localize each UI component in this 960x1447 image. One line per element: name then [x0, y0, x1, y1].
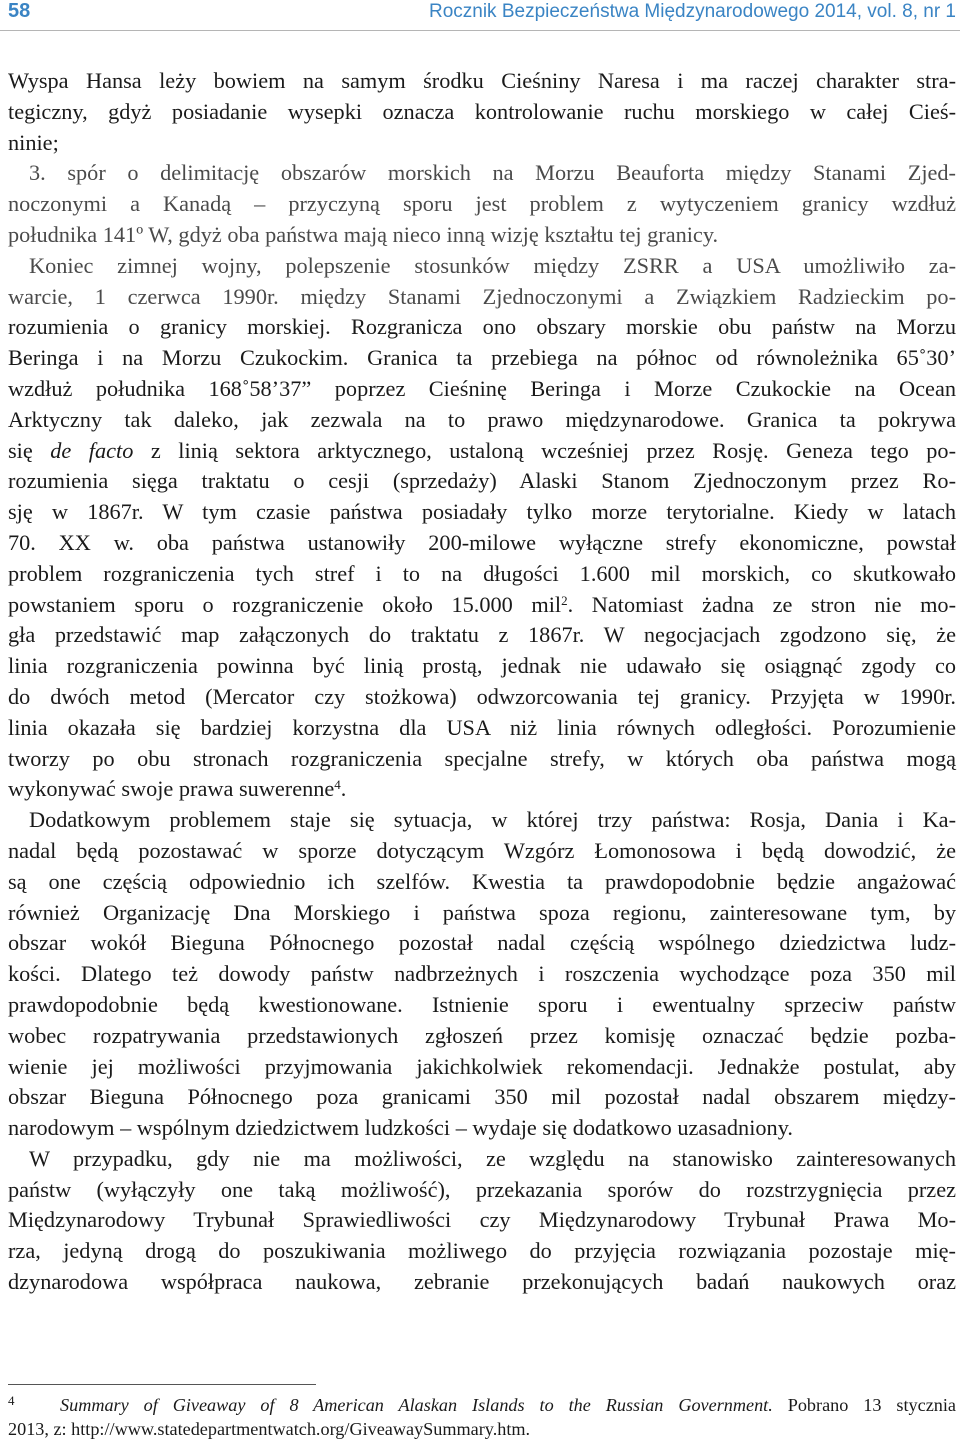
text-line: wienie jej możliwości przyjmowania jakichkolwiek rekomendacji. Jednakże postulat, aby — [8, 1053, 956, 1079]
text-line: W przypadku, gdy nie ma możliwości, ze względu na stanowisko zainteresowanych — [29, 1145, 956, 1171]
text-line: rozumienia sięga traktatu o cesji (sprzedaży) Alaski Stanom Zjednoczonym przez Ro- — [8, 468, 956, 494]
text-line: warcie, 1 czerwca 1990r. między Stanami Zjednoczonymi a Związkiem Radzieckim po- — [8, 283, 956, 309]
text-line: gła przedstawić map załączonych do traktatu z 1867r. W negocjacjach zgodzono się, że — [8, 622, 956, 648]
text-line: rozumienia o granicy morskiej. Rozgranicza ono obszary morskie obu państw na Morzu — [8, 314, 956, 340]
footnote-title: Summary of Giveaway of 8 American Alaskan Islands to the Russian Government. — [60, 1395, 773, 1415]
text-line: Dodatkowym problemem staje się sytuacja, w której trzy państwa: Rosja, Dania i Ka- — [29, 807, 956, 833]
text-line: ninie; — [8, 129, 59, 155]
text-line: do dwóch metod (Mercator czy stożkowa) odwzorcowania tej granicy. Przyjęta w 1990r. — [8, 683, 956, 709]
list-item-3-line: 3. spór o delimitację obszarów morskich na Morzu Beauforta między Stanami Zjed- — [29, 160, 956, 186]
text-line-de-facto: się de facto z linią sektora arktycznego, ustaloną wcześniej przez Rosję. Geneza tego po- — [8, 437, 957, 463]
running-header — [0, 0, 960, 30]
text-line: tegiczny, gdyż posiadanie wysepki oznacza kontrolowanie ruchu morskiego w całej Cieś- — [8, 98, 956, 124]
text-line: obszar Bieguna Północnego poza granicami 350 mil pozostał nadal obszarem między- — [8, 1084, 956, 1110]
footnote-line: 4 Summary of Giveaway of 8 American Alaskan Islands to the Russian Government. Pobrano 13 stycznia — [8, 1393, 956, 1417]
header-rule — [0, 30, 960, 31]
text-line: kości. Dlatego też dowody państw nadbrzeżnych i roszczenia wychodzące poza 350 mil — [8, 961, 956, 987]
text-line: prawdopodobnie będą kwestionowane. Istnienie sporu i ewentualny sprzeciw państw — [8, 991, 956, 1017]
text-line: wzdłuż południka 168˚58’37” poprzez Cieśninę Beringa i Morze Czukockie na Ocean — [8, 375, 956, 401]
text-line: południka 141º W, gdyż oba państwa mają nieco inną wizję kształtu tej granicy. — [8, 221, 719, 247]
body-text — [8, 66, 956, 1298]
text-line: są one częścią odpowiednio ich szelfów. Kwestia ta prawdopodobnie będzie angażować — [8, 868, 956, 894]
text-line: tworzy po obu stronach rozgraniczenia specjalne strefy, w których oba państwa mogą — [8, 745, 956, 771]
footnote-rule — [8, 1384, 316, 1385]
text-line: dzynarodowa współpraca naukowa, zebranie przekonujących badań naukowych oraz — [8, 1269, 956, 1295]
text-line: Koniec zimnej wojny, polepszenie stosunków między ZSRR a USA umożliwiło za- — [29, 252, 956, 278]
text-line: Wyspa Hansa leży bowiem na samym środku Cieśniny Naresa i ma raczej charakter stra- — [8, 68, 956, 93]
footnotes — [8, 1393, 956, 1441]
text-line: linia rozgraniczenia powinna być linią prostą, jednak nie udawało się osiągnąć zgody co — [8, 653, 956, 679]
text-line: narodowym – wspólnym dziedzictwem ludzkości – wydaje się dodatkowo uzasadniony. — [8, 1115, 793, 1141]
text-line: linia okazała się bardziej korzystna dla USA niż linia równych odległości. Porozumienie — [8, 714, 956, 740]
text-line: wobec rozpatrywania przedstawionych zgłoszeń przez komisję oznaczać będzie pozba- — [8, 1022, 956, 1048]
text-line: Beringa i na Morzu Czukockim. Granica ta przebiega na północ od równoleżnika 65˚30’ — [8, 345, 956, 371]
text-line: 70. XX w. oba państwa ustanowiły 200-milowe wyłączne strefy ekonomiczne, powstał — [8, 529, 956, 555]
text-line-footnote-ref: wykonywać swoje prawa suwerenne$^4$. — [8, 776, 347, 802]
text-line: obszar wokół Bieguna Północnego pozostał nadal częścią wspólnego dziedzictwa ludz- — [8, 930, 956, 956]
text-line: noczonymi a Kanadą – przyczyną sporu jest problem z wytyczeniem granicy wzdłuż — [8, 191, 956, 217]
footnote-number: 4 — [8, 1393, 15, 1408]
text-line: problem rozgraniczenia tych stref i to na długości 1.600 mil morskich, co skutkowało — [8, 560, 956, 586]
text-line: Międzynarodowy Trybunał Sprawiedliwości czy Międzynarodowy Trybunał Prawa Mo- — [8, 1207, 956, 1233]
footnote-line: 2013, z: http://www.statedepartmentwatch.org/GiveawaySummary.htm. — [8, 1419, 531, 1439]
text-line: nadal będą pozostawać w sporze dotyczącym Wzgórz Łomonosowa i będą dowodzić, że — [8, 837, 956, 863]
text-line: sję w 1867r. W tym czasie państwa posiadały tylko morze terytorialne. Kiedy w latach — [8, 499, 956, 525]
de-facto-italic: de facto — [50, 437, 134, 463]
text-line: rza, jedyną drogą do poszukiwania możliwego do przyjęcia rozwiązania pozostaje mię- — [8, 1238, 956, 1264]
text-line: również Organizację Dna Morskiego i państwa spoza regionu, zainteresowane tym, by — [8, 899, 956, 925]
text-line: państw (wyłączyły one taką możliwość), przekazania sporów do rozstrzygnięcia przez — [8, 1176, 956, 1202]
text-line: Arktyczny tak daleko, jak zezwala na to prawo międzynarodowe. Granica ta pokrywa — [8, 406, 956, 432]
journal-running-head: Rocznik Bezpieczeństwa Międzynarodowego 2014, vol. 8, nr 1 — [428, 1, 956, 22]
text-line-sup2: powstaniem sporu o rozgraniczenie około 15.000 mil$^2$. Natomiast żadna ze stron nie mo- — [8, 591, 956, 617]
page-number: 58 — [8, 0, 31, 22]
